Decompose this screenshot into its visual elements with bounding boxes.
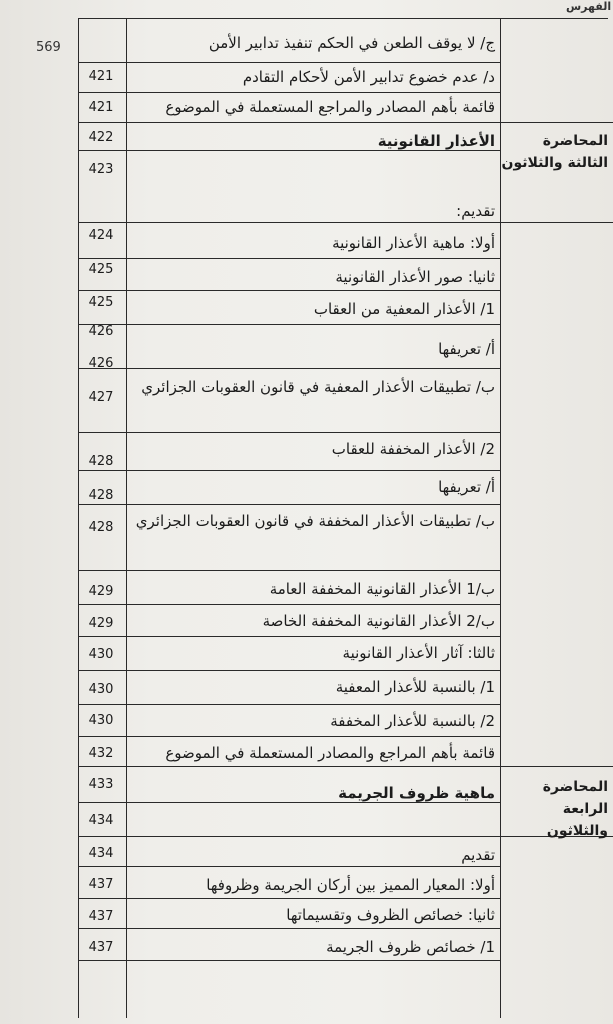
entry-text: أولا: ماهية الأعذار القانونية [332,234,495,252]
row-divider [78,736,500,737]
row-divider [78,604,500,605]
page-ref: 437 [88,909,114,924]
page-ref: 421 [88,69,114,84]
page-ref: 429 [88,616,114,631]
page-number: 569 [36,40,61,55]
entry-text: 2/ الأعذار المخففة للعقاب [331,440,495,458]
row-divider [78,504,500,505]
page-ref: 423 [88,162,114,177]
lecture-title: ماهية ظروف الجريمة [338,784,495,802]
page-ref: 433 [88,777,114,792]
running-header: الفهرس [566,0,612,13]
row-divider [78,898,500,899]
row-divider [78,470,500,471]
entry-text: 1/ الأعذار المعفية من العقاب [313,300,495,318]
page-ref: 421 [88,100,114,115]
entry-text: د/ عدم خضوع تدابير الأمن لأحكام التقادم [242,68,495,86]
page-ref: 429 [88,584,114,599]
entry-text: قائمة بأهم المراجع والمصادر المستعملة في الموضوع [165,744,495,762]
page-ref: 437 [88,877,114,892]
row-divider [78,432,500,433]
entry-text: ب/ تطبيقات الأعذار المخففة في قانون العقوبات الجزائري [135,512,495,530]
page-ref: 425 [88,295,114,310]
entry-text: 2/ بالنسبة للأعذار المخففة [330,712,495,730]
page-ref: 426 [88,324,114,339]
page-ref: 422 [88,130,114,145]
entry-text: تقديم [461,846,495,864]
row-divider [78,18,608,19]
page-ref: 426 [88,356,114,371]
section-label: المحاضرة الثالثة والثلاثون [501,133,608,171]
table-left-border [78,18,79,1018]
number-column-divider [126,18,127,1018]
lecture-title: الأعذار القانونية [377,132,495,150]
entry-text: 1/ بالنسبة للأعذار المعفية [335,678,495,696]
entry-text: ثانيا: خصائص الظروف وتقسيماتها [286,906,495,924]
entry-text: قائمة بأهم المصادر والمراجع المستعملة في الموضوع [165,98,495,116]
page-ref: 434 [88,813,114,828]
row-divider [78,960,500,961]
page-ref: 430 [88,713,114,728]
row-divider [78,368,500,369]
page-ref: 428 [88,520,114,535]
row-divider [78,258,500,259]
row-divider [78,290,500,291]
entry-text: تقديم: [456,202,495,220]
entry-text: أولا: المعيار المميز بين أركان الجريمة وظروفها [206,876,495,894]
row-divider [78,324,500,325]
entry-text: ب/ تطبيقات الأعذار المعفية في قانون العقوبات الجزائري [141,378,495,396]
entry-text: أ/ تعريفها [438,340,495,358]
page-ref: 430 [88,682,114,697]
row-divider [78,122,613,123]
entry-text: ب/2 الأعذار القانونية المخففة الخاصة [262,612,495,630]
entry-text: 1/ خصائص ظروف الجريمة [326,938,495,956]
row-divider [78,802,500,803]
row-divider [78,92,500,93]
row-divider [78,928,500,929]
page-ref: 434 [88,846,114,861]
row-divider [78,866,500,867]
row-divider [78,766,613,767]
entry-text: أ/ تعريفها [438,478,495,496]
page-ref: 424 [88,228,114,243]
entry-text: ب/1 الأعذار القانونية المخففة العامة [269,580,495,598]
row-divider [78,222,613,223]
page-ref: 428 [88,488,114,503]
row-divider [78,570,500,571]
entry-text: ثانيا: صور الأعذار القانونية [335,268,495,286]
page-ref: 430 [88,647,114,662]
row-divider [78,704,500,705]
row-divider [78,150,500,151]
page-ref: 425 [88,262,114,277]
page-ref: 427 [88,390,114,405]
page-ref: 428 [88,454,114,469]
entry-text: ثالثا: آثار الأعذار القانونية [342,644,495,662]
entry-text: ج/ لا يوقف الطعن في الحكم تنفيذ تدابير الأمن [208,34,495,52]
page-ref: 432 [88,746,114,761]
row-divider [78,62,500,63]
row-divider [78,670,500,671]
section-label: المحاضرة الرابعة والثلاثون [542,779,608,839]
row-divider [78,636,500,637]
page-ref: 437 [88,940,114,955]
